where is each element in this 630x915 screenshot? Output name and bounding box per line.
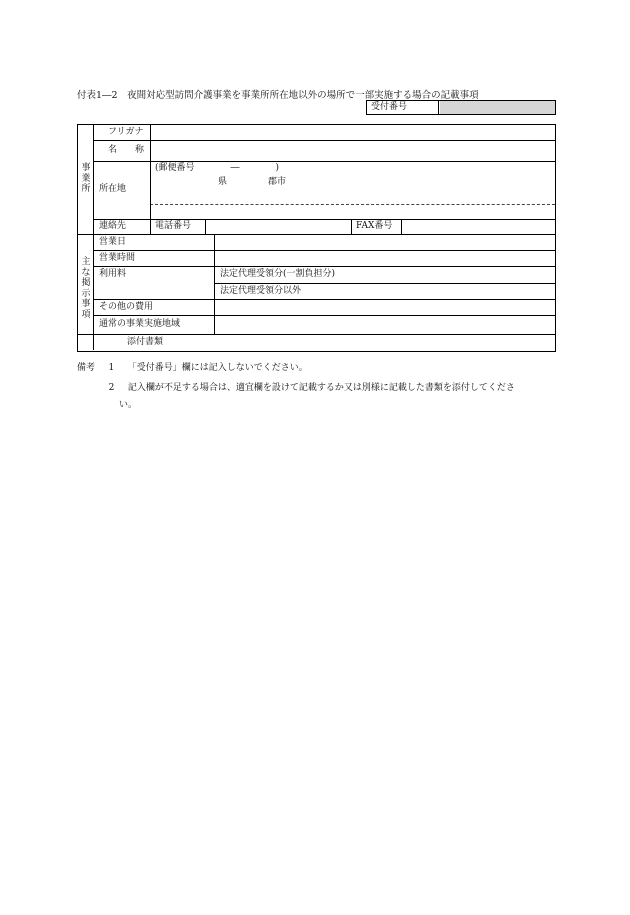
row-divider [93,161,555,162]
group-column-divider [93,125,94,350]
office-group-label: 事 業 所 [81,163,91,194]
remark-text: 記入欄が不足する場合は、適宜欄を設けて記載するか又は別様に記載した書類を添付してくださ [127,383,515,393]
section-divider [78,234,555,235]
receipt-number-label: 受付番号 [367,101,439,114]
remark-1 [77,358,515,378]
row-divider [214,283,555,284]
row-divider [93,266,555,267]
fax-label: FAX番号 [356,221,393,231]
address-dashed-divider [150,204,555,205]
receipt-number-field [440,101,555,114]
address-label: 所在地 [99,184,127,194]
remark-number: 1 [108,363,115,373]
fee-nonstatutory-label: 法定代理受領分以外 [220,286,302,296]
row-divider [93,250,555,251]
row-divider [78,334,555,335]
main-items-group-label: 主 な 掲 示 事 項 [81,257,91,320]
remarks-heading: 備考 [77,363,96,373]
contact-label: 連絡先 [99,221,127,231]
col-divider [214,234,215,334]
col-divider [205,219,206,234]
business-hours-label: 営業時間 [99,253,136,263]
fees-label: 利用料 [99,269,127,279]
col-divider [351,219,352,234]
remark-number: 2 [108,383,115,393]
receipt-number-box [366,100,556,115]
row-divider [93,219,555,220]
city-text: 郡市 [268,177,287,187]
other-costs-label: その他の費用 [99,302,154,312]
prefecture-text: 県 [218,177,228,187]
col-divider [150,125,151,161]
col-divider [401,219,402,234]
form-title: 付表1―2 夜間対応型訪問介護事業を事業所所在地以外の場所で一部実施する場合の記載事項 [77,90,479,101]
remark-2-continuation: い。 [119,400,138,410]
form-table [77,124,556,352]
remarks [77,358,515,412]
remark-2 [77,378,515,398]
remark-text: 「受付番号」欄には記入しないでください。 [127,363,308,373]
postal-code-text: (郵便番号 ― ) [155,163,280,173]
name-label: 名 称 [108,145,145,155]
phone-label: 電話番号 [155,221,192,231]
furigana-label: フリガナ [108,127,144,137]
business-days-label: 営業日 [99,237,127,247]
col-divider [150,161,151,234]
row-divider [93,299,555,300]
row-divider [93,140,555,141]
service-area-label: 通常の事業実施地域 [99,319,181,329]
fee-statutory-label: 法定代理受領分(一割負担分) [220,269,336,279]
attachments-label: 添付書類 [127,337,164,347]
row-divider [93,315,555,316]
